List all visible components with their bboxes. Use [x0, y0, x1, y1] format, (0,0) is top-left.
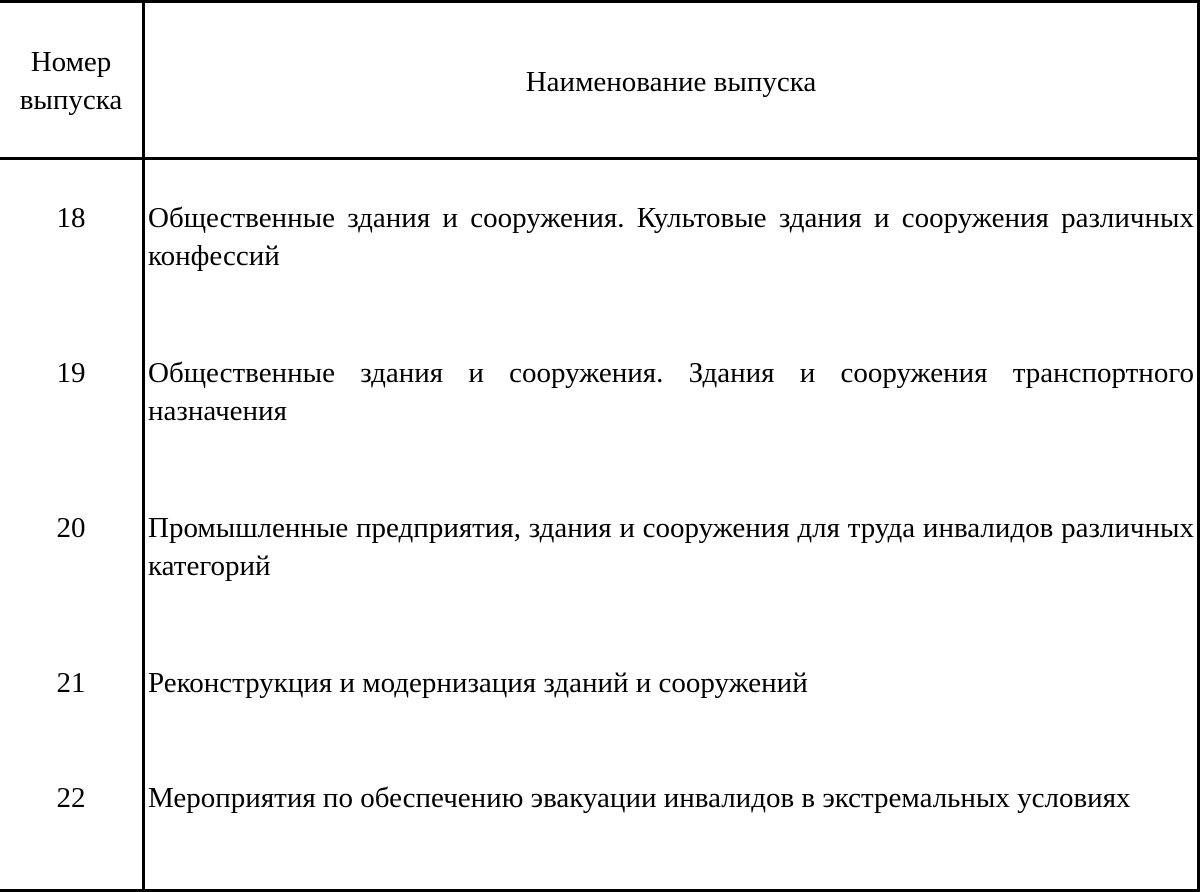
row-name: Реконструкция и модернизация зданий и сооружений	[148, 667, 808, 699]
header-issue-number-line1: Номер	[30, 46, 112, 78]
header-issue-name: Наименование выпуска	[525, 66, 817, 98]
row-number: 18	[56, 202, 86, 234]
row-number: 19	[56, 357, 86, 389]
header-issue-number	[0, 43, 142, 119]
row-number: 21	[56, 667, 86, 699]
row-name: Общественные здания и сооружения. Культовые здания и сооружения различных конфессий	[148, 202, 1194, 272]
column-divider	[142, 3, 145, 892]
row-name: Общественные здания и сооружения. Здания и сооружения транспортного назначения	[148, 357, 1194, 427]
row-name: Мероприятия по обеспечению эвакуации инвалидов в экстремальных условиях	[148, 782, 1131, 814]
header-issue-number-line2: выпуска	[19, 84, 123, 116]
header-divider	[0, 157, 1197, 160]
row-name: Промышленные предприятия, здания и сооружения для труда инвалидов различных категорий	[148, 512, 1194, 582]
row-number: 20	[56, 512, 86, 544]
row-number: 22	[56, 782, 86, 814]
